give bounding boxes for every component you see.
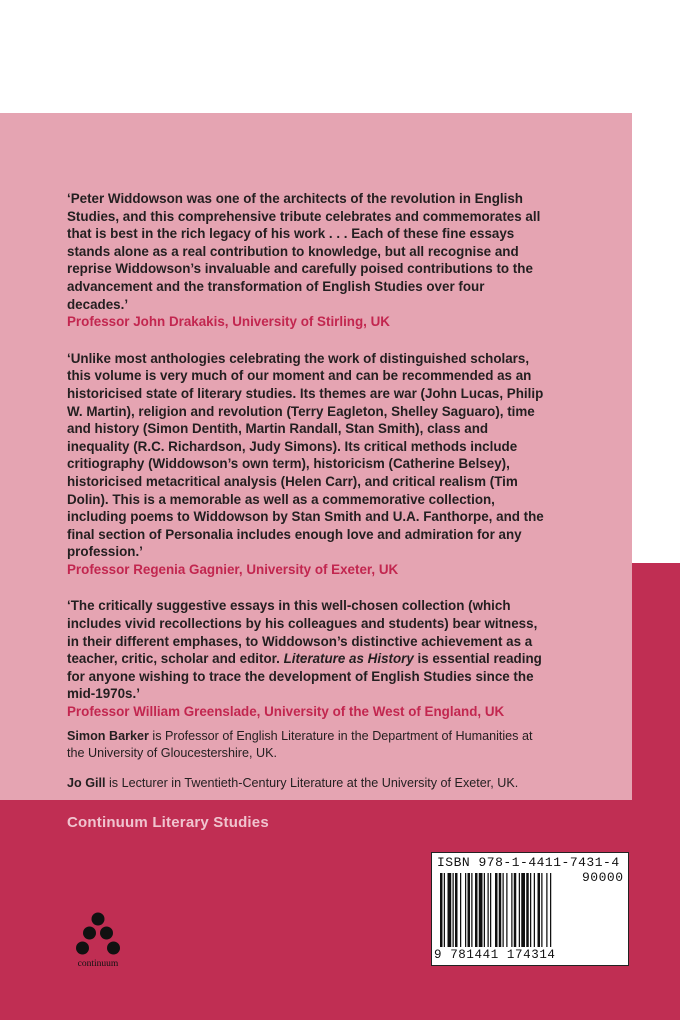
publisher-wordmark: continuum <box>77 959 119 969</box>
editor-name-2: Jo Gill <box>67 776 106 790</box>
barcode-bar <box>465 873 466 947</box>
editor-text-1: is Professor of English Literature in the Department of Humanities at the University of Gloucestershire, UK. <box>67 729 533 760</box>
price-code: 90000 <box>582 870 624 885</box>
barcode-bar <box>453 873 454 947</box>
editor-bio-1 <box>67 728 547 762</box>
barcode-bar <box>475 873 478 947</box>
quote-3-text-before: ‘The critically suggestive essays in this well-chosen collection (which includes vivid recollections by his colleagues and students) bear witness, in their different emphases, to Widdowson’s distinctive achievement as a teacher, critic, scholar and editor. <box>67 598 538 667</box>
barcode-bar <box>538 873 541 947</box>
barcode-bar <box>495 873 498 947</box>
endorsement-attribution-1: Professor John Drakakis, University of Stirling, UK <box>67 314 390 330</box>
endorsement-attribution-3: Professor William Greenslade, University of the West of England, UK <box>67 704 505 720</box>
barcode-bar <box>541 873 542 947</box>
quote-3-text-after: is essential reading for anyone wishing to trace the development of English Studies since the mid-1970s.’ <box>67 651 542 702</box>
barcode-bar <box>546 873 547 947</box>
endorsement-attribution-2: Professor Regenia Gagnier, University of Exeter, UK <box>67 561 399 577</box>
barcode-digits: 9 781441 174314 <box>434 948 556 962</box>
barcode-bar <box>471 873 472 947</box>
barcode-bar <box>488 873 489 947</box>
barcode-bar <box>530 873 531 947</box>
editor-text-2: is Lecturer in Twentieth-Century Literature at the University of Exeter, UK. <box>105 776 519 790</box>
barcode-bar <box>506 873 507 947</box>
continuum-logo-icon <box>76 912 120 958</box>
editor-bios <box>67 728 547 805</box>
barcode-bar <box>479 873 483 947</box>
barcode-bar <box>460 873 461 947</box>
barcode-bar <box>499 873 502 947</box>
isbn-number: ISBN 978-1-4411-7431-4 <box>437 855 620 870</box>
editor-name-1: Simon Barker <box>67 729 149 743</box>
barcode-bar <box>526 873 529 947</box>
barcode-bar <box>521 873 525 947</box>
barcode-bar <box>490 873 491 947</box>
barcode-bar <box>534 873 535 947</box>
barcode-bar <box>440 873 443 947</box>
barcode-bar <box>511 873 512 947</box>
barcode-bar <box>514 873 517 947</box>
endorsement-quote-2: ‘Unlike most anthologies celebrating the work of distinguished scholars, this volume is very much of our moment and can be recommended as an historicised state of literary studies. Its themes are war (John Lucas, Philip W. Martin), religion and revolution (Terry Eagleton, Shelley Saguaro), time and history (Simon Dentith, Martin Randall, Stan Smith), class and inequality (R.C. Richardson, Judy Simons). Its critical methods include critiography (Widdowson’s own term), historicism (Catherine Belsey), historicised metacritical analysis (Helen Carr), and critical realism (Tim Dolin). This is a memorable as well as a commemorative collection, including poems to Widdowson by Stan Smith and U.A. Fanthorpe, and the final section of Personalia includes enough love and admiration for any profession.’ <box>67 350 544 560</box>
barcode-bar <box>550 873 551 947</box>
endorsement-quote-1: ‘Peter Widdowson was one of the architects of the revolution in English Studies, and this comprehensive tribute celebrates and commemorates all that is best in the rich legacy of his work . . . Each of these fine essays stands alone as a real contribution to knowledge, but all recognise and reprise Widdowson’s invaluable and carefully poised contributions to the advancement and the transformation of English Studies over four decades.’ <box>67 191 541 312</box>
barcode-bar <box>468 873 471 947</box>
series-name: Continuum Literary Studies <box>67 814 269 831</box>
endorsements <box>67 190 547 740</box>
barcode-bars <box>440 873 580 949</box>
barcode-bar <box>455 873 458 947</box>
endorsement-quote-3 <box>67 597 547 703</box>
book-title: Literature as History <box>283 651 414 667</box>
barcode-bar <box>484 873 485 947</box>
barcode-bar <box>503 873 504 947</box>
barcode-bar <box>448 873 452 947</box>
publisher-logo <box>62 912 134 972</box>
barcode-bar <box>519 873 520 947</box>
barcode-bar <box>444 873 445 947</box>
isbn-barcode <box>431 852 629 966</box>
editor-bio-2 <box>67 775 547 792</box>
